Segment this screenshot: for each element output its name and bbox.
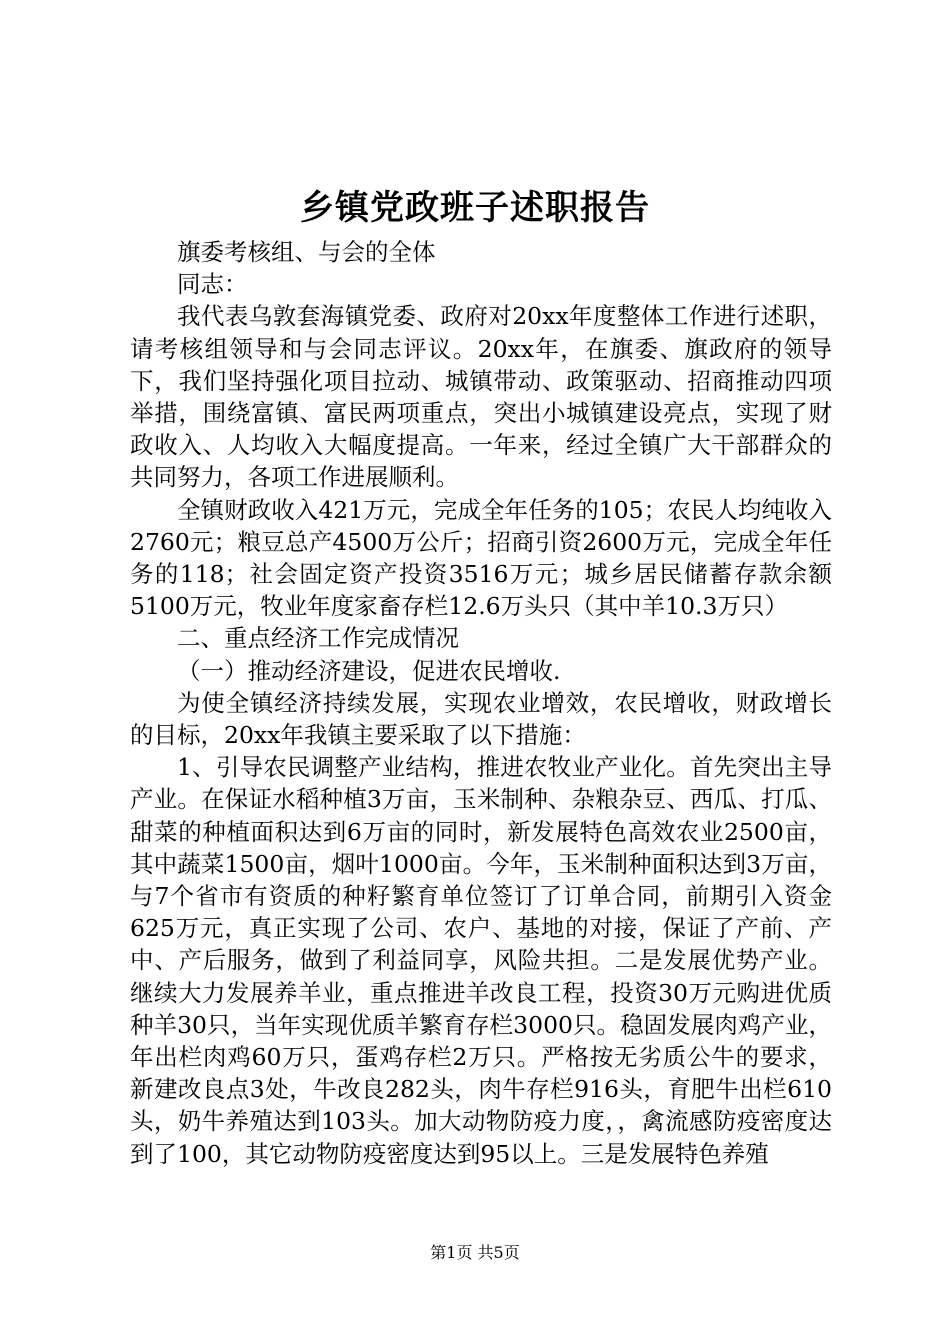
paragraph-statistics: 全镇财政收入421万元，完成全年任务的105；农民人均纯收入2760元；粮豆总产4500万公斤；招商引资2600万元，完成全年任务的118；社会固定资产投资3516万元；城乡居民储蓄存款余额5100万元，牧业年度家畜存栏12.6万头只（其中羊10.3万只） <box>130 495 832 621</box>
document-body <box>130 236 832 1170</box>
page-number: 第1页 共5页 <box>430 1243 520 1262</box>
paragraph-intro: 我代表乌敦套海镇党委、政府对20xx年度整体工作进行述职，请考核组领导和与会同志评议。20xx年，在旗委、旗政府的领导下，我们坚持强化项目拉动、城镇带动、政策驱动、招商推动四项举措，围绕富镇、富民两项重点，突出小城镇建设亮点，实现了财政收入、人均收入大幅度提高。一年来，经过全镇广大干部群众的共同努力，各项工作进展顺利。 <box>130 302 832 492</box>
subsection-heading: （一）推动经济建设，促进农民增收. <box>177 656 561 685</box>
section-heading: 二、重点经济工作完成情况 <box>177 624 459 653</box>
paragraph-measure-1: 1、引导农民调整产业结构，推进农牧业产业化。首先突出主导产业。在保证水稻种植3万亩，玉米制种、杂粮杂豆、西瓜、打瓜、甜菜的种植面积达到6万亩的同时，新发展特色高效农业2500亩，其中蔬菜1500亩，烟叶1000亩。今年，玉米制种面积达到3万亩，与7个省市有资质的种籽繁育单位签订了订单合同，前期引入资金625万元，真正实现了公司、农户、基地的对接，保证了产前、产中、产后服务，做到了利益同享，风险共担。二是发展优势产业。继续大力发展养羊业，重点推进羊改良工程，投资30万元购进优质种羊30只，当年实现优质羊繁育存栏3000只。稳固发展肉鸡产业，年出栏肉鸡60万只，蛋鸡存栏2万只。严格按无劣质公牛的要求，新建改良点3处，牛改良282头，肉牛存栏916头，育肥牛出栏610头，奶牛养殖达到103头。加大动物防疫力度，，禽流感防疫密度达到了100，其它动物防疫密度达到95以上。三是发展特色养殖 <box>130 753 832 1168</box>
paragraph-measures-intro: 为使全镇经济持续发展，实现农业增效，农民增收，财政增长的目标，20xx年我镇主要采取了以下措施： <box>130 688 832 750</box>
document-title: 乡镇党政班子述职报告 <box>300 188 650 228</box>
paragraph-salutation: 旗委考核组、与会的全体 <box>177 238 436 266</box>
paragraph-salutation-2: 同志： <box>177 270 248 299</box>
